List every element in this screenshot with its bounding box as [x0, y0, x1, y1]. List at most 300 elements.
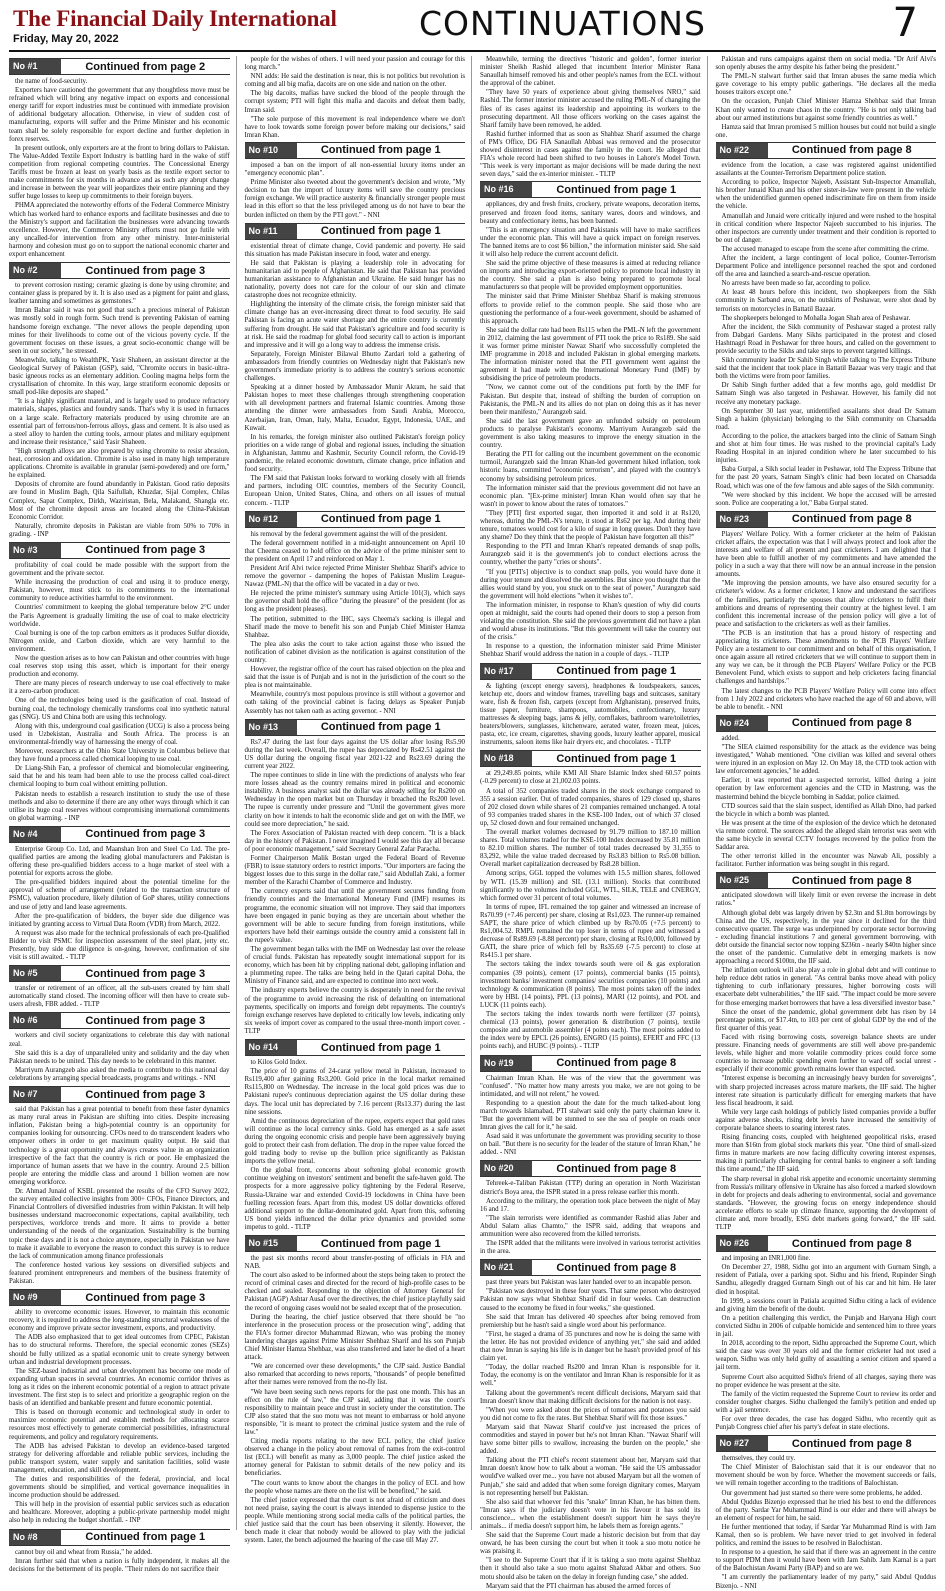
paragraph: workers and civil society organizations to celebrate this day with national zeal.	[9, 1032, 230, 1048]
article-columns	[9, 56, 936, 1590]
continued-from-label: Continued from page 8	[791, 1437, 912, 1450]
continued-from-label: Continued from page 1	[556, 665, 677, 678]
page-number: 7	[892, 0, 918, 46]
story-header	[480, 181, 701, 198]
paragraph: The price of 10 grams of 24-carat yellow metal in Pakistan, increased to Rs119,400 after gaining Rs3,200. Gold price in the local market remained Rs115,800 on Wednesday. The increase in the local gold prices was due to Pakistani rupee's continuous depreciation against the US dollar during these days. The local unit has depreciated by 7.16 percent (Rs13.37) during the last nine sessions.	[244, 1068, 465, 1116]
paragraph: The federal government notified in a mid-night announcement on April 10 that Cheema ceased to hold office on the advice of the prime minister sent to the president on April 17 and reinforced on May 1.	[244, 539, 465, 563]
newspaper-name: The Financial Daily International	[13, 6, 337, 31]
paragraph: transfer or retirement of an officer, all the sub-users created by him shall automatically stand closed. The incoming officer will then have to create sub-users afresh, FBR added. - TLTP	[9, 985, 230, 1009]
paragraph: Our government had just started so there were some problems, he added.	[721, 1489, 923, 1497]
paragraph: Berating the PTI for calling out the incumbent government on the economic turmoil, Aurangzeb said the Imran Khan-led government hiked inflation, took historic loans, committed "economic terrorism", and played with the country's economy by subsidising petroleum prices.	[480, 451, 701, 483]
paragraph: While very large cash holdings of publicly listed companies provide a buffer against adverse shocks, rising debt levels have increased the sensitivity of corporate balance sheets to soaring interest rates.	[715, 1108, 936, 1132]
paragraph: He further mentioned that today, if Sardar Yar Muhammad Rind is with Jam Kamal, then so is problem. We have never tried to get involved in federal politics, and remind the issues to be resolved in Balochistan.	[715, 1523, 936, 1548]
paragraph: After the incident, a large contingent of local police, Counter-Terrorism Department Police and intelligence personnel reached the spot and cordoned off the area and launched a search-and-rescue operation.	[715, 254, 936, 279]
issue-date: Friday, May 20, 2022	[13, 33, 119, 45]
paragraph: "I see to the Supreme Court that if it is taking a suo motu against Shehbaz then it should also take a suo motu against Shahzad Akbar and others. Suo motu should also be taken on the delay in foreign funding case," she added.	[480, 1557, 701, 1581]
paragraph: According to the police, the attackers barged into the clinic of Satnam Singh and shot at him four times. He was rushed to the provincial capital's Lady Reading Hospital in an injured condition where he later succumbed to his injuries.	[715, 432, 936, 465]
paragraph: "Interest expense is becoming an increasingly heavy burden for sovereigns", with sharp projected increases across mature markets, the IIF said. The higher interest rate situation is particularly difficult for emerging markets that have less fiscal headroom, it said.	[715, 1075, 936, 1107]
paragraph: Coal burning is one of the top carbon emitters as it produces Sulfur dioxide, Nitrogen oxide, and Carbon dioxide, which are very harmful to the environment.	[9, 629, 230, 653]
continued-from-label: Continued from page 1	[320, 225, 441, 238]
story-number: No #26	[716, 1236, 768, 1251]
paragraph: NNI adds: He said the destination is near, this is not politics but revolution is coming and all big mafia, dacoits are on one side and nation on the other.	[244, 73, 465, 89]
story-body	[480, 683, 701, 748]
paragraph: According to the military, the operation took place between the night of May 16 and 17.	[480, 1197, 701, 1213]
story-block	[245, 719, 466, 1036]
continued-from-label: Continued from page 1	[556, 183, 677, 196]
paragraph: Meanwhile, terming the directives "historic and golden", former interior minister Sheikh Rashid alleged that incumbent Interior Minister Rana Sanaullah himself removed his and other people's names from the ECL without the approval of the cabinet.	[480, 56, 701, 88]
paragraph: The family of the victim requested the Supreme Court to review its order and consider tougher charges. Sidhu challenged the family's petition and ended up with a jail sentence.	[715, 1390, 936, 1414]
continued-from-label: Continued from page 8	[791, 874, 912, 887]
paragraph: He rejected the prime minister's summary using Article 101(3), which says the governor shall hold the office "during the pleasure" of the president (for as long as the president pleases).	[244, 590, 465, 614]
continued-from-label: Continued from page 3	[85, 1014, 206, 1027]
paragraph: The plea also asks the court to take action against those who issued the notification of cabinet division as the notification is against constitution of the country.	[244, 640, 465, 664]
paragraph: & lighting (except energy savers), headphones & loudspeakers, sauces, ketchup etc, doors and window frames, travelling bags and suitcases, sanitary ware, fish & frozen fish, carpets (except from Afghanistan), preserved fruits, tissue paper, furniture, shampoos, automobiles, confectionary, luxury mattresses & sleeping bags, jams & jelly, cornflakes, bathroom ware/toiletries, heaters/blowers, sunglasses, kitchenware, aerated water, frozen meat, juices, pasta, etc, ice cream, cigarettes, shaving goods, luxury leather apparel, musical instruments, saloon items like hair dryers etc, and chocolates. - TLTP	[480, 682, 701, 747]
paragraph: "They [PTI] first exported sugar, then imported it and sold it at Rs120, whereas, during the PML-N's tenure, it stood at Rs62 per kg. And during their tenure, tomatoes would cost for a kilo of sugar in long queues. Don't they have any shame? Do they think that the people of Pakistan have forgotten all this?"	[480, 509, 701, 542]
continued-from-label: Continued from page 8	[791, 717, 912, 730]
continued-from-label: Continued from page 1	[556, 752, 677, 765]
story-number: No #21	[480, 1260, 532, 1275]
column-4	[715, 56, 937, 1590]
paragraph: Prime Minister also tweeted about the government's decision and wrote, "My decision to ban the import of luxury items will save the country precious foreign exchange. We will practice austerity & financially stronger people must lead in this effort so that the less privileged among us do not have to bear the burden inflicted on them by the PTI govt." - NNI	[244, 179, 465, 219]
story-header	[245, 223, 466, 240]
paragraph: "Today, the dollar reached Rs200 and Imran Khan is responsible for it. Today, the economy is on the ventilator and Imran Khan is responsible for it as well."	[480, 1364, 701, 1388]
paragraph: In response to a question, the information minister said Prime Minister Shehbaz Sharif would address the nation in a couple of days. - TLTP	[480, 643, 701, 659]
paragraph: While increasing the production of coal and using it to produce energy, Pakistan, however, must stick to its commitments to the international community to reduce activities harmful to the environment.	[9, 579, 230, 603]
paragraph: The SEZ-based industrial and urban development has become one mode of expanding urban spaces in several countries. An economic corridor thrives as long as it rides on the inherent economic potential of a region to attract private investment. The first step is to select and prioritize a geographic region on the basis of an identified and bankable present and future economic potential.	[9, 1367, 230, 1408]
story-number: No #8	[9, 1530, 61, 1545]
paragraph: "The slain terrorists were identified as commander Rashid alias Jaber and Abdul Salam alias Chamto," the ISPR said, adding that weapons and ammunition were also recovered from the killed terrorists.	[480, 1214, 701, 1238]
paragraph: On the occasion, Punjab Chief Minister Hamza Shehbaz said that Imran Khan only wanted to create chaos in the country. "He is not only talking bad about our armed institutions but against some friendly countries as well."	[715, 98, 936, 122]
story-number: No #4	[9, 827, 61, 842]
paragraph: Rs7.47 during the last four days against the US dollar after losing Rs5.90 during the last week. Overall, the rupee has depreciated by Rs42.51 against the US dollar during the ongoing fiscal year 2021-22 and Rs23.69 during the current year 2022.	[244, 738, 465, 770]
continued-from-label: Continued from page 1	[320, 1237, 441, 1250]
story-header	[480, 1055, 701, 1072]
paragraph: However, the registrar office of the court has raised objection on the plea and said that the issue is of Punjab and is not in the jurisdiction of the court so the plea is not maintainable.	[244, 666, 465, 690]
paragraph: Pakistan and runs campaigns against them on social media. "Dr Arif Alvi's son openly abuses the army despite his father being the president."	[715, 56, 936, 72]
story-header	[716, 872, 937, 889]
story-number: No #9	[9, 1290, 61, 1305]
story-number: No #14	[245, 1040, 297, 1055]
paragraph: The currency experts said that until the government secures funding from friendly countries and the International Monetary Fund (IMF) resumes its programme, the economic situation will not improve. They said that importers have been engaged in panic buying as they are uncertain about whether the government will be able to secure funding from foreign institutions, while exporters have held their earnings outside the country amid a consistent fall in the rupee's value.	[244, 888, 465, 944]
paragraph: "We were shocked by this incident. We hope the accused will be arrested soon. Police are cooperating a lot," Baba Gurpal stated.	[715, 491, 936, 507]
continued-from-label: Continued from page 1	[85, 1531, 206, 1544]
paragraph: The information minister, in response to Khan's question of why did courts open at midnight, said the courts had opened their doors to stop a person from violating the constitution. She said the previous government did not have a plan and would abuse its institutions. "But this government will take the country out of the crisis."	[480, 601, 701, 642]
story-header	[9, 1086, 230, 1103]
paragraph: For over three decades, the case has dogged Sidhu, who recently quit as Punjab Congress chief after his party's defeat in state elections.	[715, 1415, 936, 1432]
continued-from-label: Continued from page 8	[556, 1057, 677, 1069]
paragraph: "The SIEA claimed responsibility for the attack as the evidence was being investigated," Wahab mentioned. "One civilian was killed and several others were injured in an explosion on May 12. On May 18, the CTD took action with law enforcement agencies," he added.	[715, 743, 936, 776]
story-header	[245, 142, 466, 159]
paragraph: The petition, submitted to the IHC, says Cheema's sacking is illegal and Sharif made the move to benefit his son and Punjab Chief Minister Hamza Shahbaz.	[244, 615, 465, 639]
paragraph: Dr Liang-Shih Fan, a professor of chemical and biomolecular engineering, said that he and his team had been able to use the process called coal-direct chemical looping to burn coal without emitting pollution.	[9, 765, 230, 789]
story-header	[480, 1259, 701, 1276]
story-body	[245, 243, 466, 508]
story-block	[245, 1235, 466, 1545]
story-number: No #1	[9, 59, 61, 74]
paragraph: "Now, we cannot come out of the conditions put forth by the IMF for Pakistan. But despite that, instead of shifting the burden of corruption on Pakistanis, the PML-N and its allies do not plan on doing this as it has never been their manifesto," Aurangzeb said.	[480, 384, 701, 416]
paragraph: She said that the Supreme Court made a historic decision but from that day onward, he has been cursing the court but when it took a suo motu notice he was praising it.	[480, 1532, 701, 1556]
paragraph: "The PCB is an institution that has a proud history of respecting and appreciating its cricketers. These amendments to the PCB Players' Welfare Policy are a testament to our commitment and on behalf of this organisation, I once again assure all retired cricketers that we will continue to support them in any way we can, be it through the PCB Players' Welfare Policy or the PCB Benevolent Fund, which exists to support and help cricketers facing financial challenges and hardships."	[715, 629, 936, 686]
story-block	[245, 223, 466, 508]
column-2	[244, 56, 473, 1545]
continued-from-label: Continued from page 8	[556, 1162, 677, 1175]
paragraph: In terms of rupee, IFL remained the top gainer and witnessed an increase of Rs70.99 (+7.46 percent) per share, closing at Rs1,023. The runner-up remained SAPT, the share price of which climbed up by Rs70.05 (+7.5 percent) to Rs1,004.52. RMPL remained the top loser in terms of rupee and witnessed a decrease of Rs89.69 (-8.88 percent) per share, closing at Rs10,000, followed by GATI, the share price of which fell by Rs35.69 (-7.5 percent) to close at Rs415.1 per share.	[480, 903, 701, 960]
paragraph: "If you [PTI's] objective is to conduct snap polls, you would have done it during your tenure and dissolved the assemblies. But since you thought that the allies would stand by you, you stuck on to the seat of power," Aurangzeb said the government will hold elections "when it wishes to".	[480, 568, 701, 600]
story-body	[9, 846, 230, 962]
story-number: No #18	[480, 751, 532, 766]
story-block	[9, 826, 230, 962]
story-body	[716, 892, 937, 1232]
paragraph: people for the wishes of others. I will need your passion and courage for this long march."	[244, 56, 465, 72]
story-number: No #3	[9, 543, 61, 558]
paragraph: Since the onset of the pandemic, global government debt has risen by 14 percentage points, or $17.4tn, to 103 per cent of global GDP by the end of the first quarter of this year.	[715, 1008, 936, 1032]
story-number: No #6	[9, 1013, 61, 1028]
paragraph: Deposits of chromite are found abundantly in Pakistan. Good ratio deposits are found in Muslim Bagh, Qila Saifullah, Khuzdar, Sijal Complex, Chilas Complex, Sapat Complex, Dirkh, Waziristan, Bela, Malakand, Shangla etc. Most of the chromite deposit areas are located along the China-Pakistan Economic Corridor.	[9, 481, 230, 521]
story-block	[716, 142, 937, 508]
paragraph: added.	[721, 734, 740, 742]
continued-from-label: Continued from page 3	[85, 1291, 206, 1304]
continued-from-label: Continued from page 1	[320, 1041, 441, 1054]
paragraph: There are many pieces of research underway to use coal effectively to make it a zero-carbon producer.	[9, 680, 230, 696]
paragraph: During the hearing, the chief justice observed that there should be "no interference in the prosecution process or the prosecution wing", adding that the FIA's former director Muhammad Rizwan, who was probing the money laundering charges against Prime Minister Shehbaz Sharif and his son Punjab Chief Minister Hamza Shehbaz, was also transferred and later he died of a heart attack.	[244, 1313, 465, 1362]
paragraph: The ADB has advised Pakistan to develop an evidence-based targeted strategy for delivering affordable and reliable public services, including the public transport system, water supply and sanitation facilities, solid waste management, education, and skill development.	[9, 1442, 230, 1474]
paragraph: "This is an emergency situation and Pakistanis will have to make sacrifices under the economic plan. This will have a quick impact on foreign reserves. The banned items are to cost $6 billion," the information minister said. She said it will also help reduce the current account deficit.	[480, 226, 701, 258]
paragraph: PHMA appreciated the noteworthy efforts of the Federal Commerce Ministry which has worked hard to enhance exports and facilitate businesses and due to the Ministry's support and facilitation the businesses were advancing towards excellence. However, the Commerce Ministry efforts must not go futile with any uncalled-for intervention from any other ministry. Inter-ministerial harmony and cohesion must go on to support the national economic charter and export enhancement	[9, 202, 230, 258]
continued-from-label: Continued from page 3	[85, 264, 206, 277]
paragraph: The chief justice expressed that the court is not afraid of criticism and does not need praise, saying the court is always intended to dispense justice to the people. While mentioning strong social media calls of the political parties, the chief justice said that the court has been observing it silently. However, the bench made it clear that nobody would be allowed to play with the judicial system. Later, the bench adjourned the hearing of the case till May 27.	[244, 1496, 465, 1545]
paragraph: One of the technologies being used is the gasification of coal. Instead of burning coal, the technology chemically transforms coal into synthetic natural gas (SNG). US and China both are using this technology.	[9, 697, 230, 721]
story-block	[245, 511, 466, 716]
paragraph: at 29,249.85 points, while KMI All Share Islamic Index shed 60.57 points (-0.29 percent) to close at 21,002.03 points.	[480, 770, 701, 786]
paragraph: The accused managed to escape from the scene after committing the crime.	[721, 245, 929, 253]
paragraph: The FM said that Pakistan looks forward to working closely with all friends and partners, including OIC countries, members of the Security Council, European Union, United States, China, and others on all issues of mutual concern. - TLTP	[244, 475, 465, 507]
paragraph: evidence from the location, a case was registered against unidentified assailants at the Counter-Terrorism Department police station.	[715, 161, 936, 178]
paragraph: Imran further said that when a nation is fully independent, it makes all the decisions for the betterment of its people. "Their rulers do not sacrifice their	[9, 1557, 230, 1573]
story-body	[9, 985, 230, 1009]
story-header	[9, 826, 230, 843]
story-number: No #24	[716, 716, 768, 731]
paragraph: "High strength alloys are also prepared by using chromite to resist abrasion, heat, corrosion and oxidation. Chromite is also used in many high temperature applications. Chromite is available in granular (semi-powdered) and ore form," he explained.	[9, 447, 230, 480]
paragraph: The big dacoits, mafias have sucked the blood of the people through the corrupt system; PTI will fight this mafia and dacoits and defeat them badly, Imran said.	[244, 90, 465, 114]
story-header	[480, 663, 701, 680]
story-block	[480, 663, 701, 748]
paragraph: Separately, Foreign Minister Bilawal Bhutto Zardari told a gathering of ambassadors from friendly countries on Wednesday night that Pakistan's new government's immediate priority is to address the country's serious economic challenges.	[244, 350, 465, 383]
paragraph: Responding to the PTI and Imran Khan's repeated demands of snap polls, Aurangzeb said it is the government's job to conduct elections across the country, whether the party "cries or shouts".	[480, 543, 701, 567]
story-body	[245, 739, 466, 1036]
story-block	[480, 1160, 701, 1256]
continued-from-label: Continued from page 1	[320, 721, 441, 734]
paragraph: The latest changes to the PCB Players' Welfare Policy will come into effect from 1 July 2022 and cricketers who have reached the age of 60 and above, will be able to benefit. - NNI	[715, 687, 936, 711]
story-block	[9, 1289, 230, 1525]
paragraph: "We are concerned over these developments," the CJP said. Justice Bandial also remarked that according to news reports, "thousands" of people benefitted after their names were removed from the no-fly list.	[244, 1363, 465, 1387]
story-block	[480, 181, 701, 659]
story-number: No #25	[716, 873, 768, 888]
paragraph: Amid the continuous depreciation of the rupee, experts expect that gold rates will continue as the local currency sinks. Gold has emerged as a safe asset during the ongoing economic crisis and people have been aggressively buying gold to protect their cash from deflation. The drop in the rupee value forced the gold trading body to revise up the bullion price significantly as Pakistan imports the yellow metal.	[244, 1117, 465, 1166]
paragraph: No arrests have been made so far, according to police.	[721, 280, 871, 288]
story-number: No #27	[716, 1436, 768, 1451]
paragraph: to Kilos Gold Index.	[250, 1059, 308, 1067]
paragraph: At least 48 hours before this incident, two shopkeepers from the Sikh community in Sarband area, on the outskirts of Peshawar, were shot dead by terrorists on motorcycles in Battatil Bazaar.	[715, 289, 936, 313]
story-header	[245, 1039, 466, 1056]
story-body	[480, 1279, 701, 1590]
paragraph: She said that Imran has delivered 40 speeches after being removed from premiership but he hasn't said a single word about his performance.	[480, 1313, 701, 1329]
paragraph: Imran Babar said it was not good that such a precious mineral of Pakistan was mostly sold in rough form. Such trend is preventing Pakistan of earning handsome foreign exchange. "The never allows the people depending upon mines for their livelihoods to come out of the vicious poverty cycle. If the government focuses on these issues, a great socio-economic change will be seen in our society," he stressed.	[9, 307, 230, 355]
paragraph: the past six months record about transfer-posting of officials in FIA and NAB.	[244, 1255, 465, 1271]
paragraph: Highlighting the intensity of the climate crisis, the foreign minister said that climate change has an ever-increasing direct threat to food security. He said Pakistan is facing an acute water shortage and the entire country is currently suffering from drought. He said that Pakistan's agriculture and food security is at risk. He said the roadmap for global food security call to action is important and impressive and it will go a long way to address the immense crisis.	[244, 301, 465, 349]
paragraph: "We have been seeing such news reports for the past one month. This has an effect on the rule of law," the CJP said, adding that it was the court's responsibility to maintain peace and trust in society under the constitution. The CJP also stated that the suo motu was not meant to embarrass or hold anyone responsible, "it is meant to protect the criminal justice system and the rule of law."	[244, 1388, 465, 1436]
paragraph: The industry experts believe the country is desperately in need for the revival of the programme to avoid increasing the risk of defaulting on international payments, specifically on imports and foreign debt repayments. The country's foreign exchange reserves have depleted to critically low levels, indicating only six weeks of import cover as compared to the usual three-month import cover. - TLTP	[244, 987, 465, 1035]
paragraph: Pakistan needs to establish a research institution to study the use of these methods and also to determine if there are any other ways through which it can utilise its huge coal reserves without compromising international commitments on global warming. - INP	[9, 790, 230, 822]
paragraph: Players' Welfare Policy. With a former cricketer at the helm of Pakistan cricket affairs, the expectation was that I will always protect and look after the interests and welfare of all present and past cricketers. I am delighted that I have been able to fulfill another of my commitments and have amended the policy in a such a way that there will now be an annual increase in the pension amounts.	[715, 530, 936, 579]
story-header	[716, 1235, 937, 1252]
paragraph: The Chief Minister of Balochistan said that it is our endeavor that no movement should be won by force. Whether the movement succeeds or fails, we will remain together according to the traditions of Balochistan.	[715, 1464, 936, 1488]
continued-from-label: Continued from page 8	[791, 1237, 912, 1250]
story-number: No #13	[245, 720, 297, 735]
continued-from-label: Continued from page 3	[85, 1088, 206, 1101]
continued-from-label: Continued from page 3	[85, 967, 206, 980]
paragraph: In 1999, a sessions court in Patiala acquitted Sidhu citing a lack of evidence and giving him the benefit of the doubt.	[715, 1297, 936, 1313]
paragraph: In 2018, according to the report, Sidhu approached the Supreme Court, which said the case was over 30 years old and the former cricketer had not used a weapon. Sidhu was only held guilty of assaulting a senior citizen and spared a jail term.	[715, 1340, 936, 1372]
paragraph: The information minister said that the previous government did not have an economic plan. "[Ex-prime minister] Imran Khan would often say that he wasn't in power to know about the rates of tomatoes."	[480, 484, 701, 508]
story-header	[9, 542, 230, 559]
story-body	[9, 1309, 230, 1525]
paragraph: The rupee continues to slide in line with the predictions of analysts who fear more losses ahead as the country remains mired in political and economic instability. A business analyst said the dollar was already selling for Rs200 on Wednesday in the open market but on Thursday it breached the Rs200 level. The rupee is currently under pressure and "Until the government gives more clarity on how it intends to halt the economic slide and get on with the IMF, we could see more depreciation," he said.	[244, 772, 465, 828]
paragraph: The overall market volumes decreased by 91.79 million to 187.10 million shares. Total volumes traded for the KSE-100 Index decreased by 35.81 million to 82.10 million shares. The number of total trades decreased by 31,355 to 83,292, while the value traded decreased by Rs3.83 billion to Rs5.08 billion. Overall market capitalization decreased by Rs8.28 billion.	[480, 828, 701, 869]
paragraph: The other terrorist killed in the encounter was Nawab Ali, possibly a facilitator. Further information was being sought in this regard.	[715, 853, 936, 869]
paragraph: She said the dollar rate had been Rs115 when the PML-N left the government in 2012, claiming the last government of PTI took the price to Rs189. She said it was former prime minister Nawaz Sharif who successfully completed the IMF programme in 2018 and included Pakistan in global emerging markets. The information minister noted that the PTI government went against the agreement it had made with the International Monetary Fund (IMF) by subsidising the price of petroleum products.	[480, 326, 701, 383]
paragraph: Chairman Imran Khan. He was of the view that the government was "confused". "No matter how many arrests you make, we are not going to be intimidated, and will not relent," he vowed.	[480, 1074, 701, 1098]
paragraph: "When you were asked about the prices of tomatoes and potatoes you said you did not come to fix the rates. But Shehbaz Sharif will fix those issues."	[480, 1406, 701, 1422]
story-number: No #22	[716, 143, 768, 158]
story-header	[245, 719, 466, 736]
story-header	[9, 1012, 230, 1029]
paragraph: She said the prime objective of these measures is aimed at reducing reliance on imports and introducing export-oriented policy to promote local industry in the country. She said a plan is also being prepared to promote local manufacturers so that people will be provided employment opportunities.	[480, 260, 701, 292]
story-header	[245, 1235, 466, 1252]
paragraph: Enterprise Group Co. Ltd, and Maanshan Iron and Steel Co Ltd. The pre-qualified parties are among the leading global manufacturers and Pakistan is offering these pre-qualified bidders access to a huge market of steel with a potential for exports across the globe.	[9, 845, 230, 878]
paragraph: The sectors taking the index towards south were oil & gas exploration companies (39 points), cement (17 points), commercial banks (15 points), investment banks/ investment companies/ securities companies (10 points) and technology & communication (8 points). The most points taken off the index were by HBL (14 points), PPL (13 points), MARI (12 points), and POL and LUCK (11 points each).	[480, 961, 701, 1009]
paragraph: Earlier, it was reported that a suspected terrorist, killed during a joint operation by law enforcement agencies and the CTD in Mastrung, was the mastermind behind the bicycle bombing in Saddar, police claimed.	[715, 777, 936, 801]
story-header	[716, 715, 937, 732]
paragraph: The minister said that Prime Minister Shehbaz Sharif is making strenuous efforts to provide relief to the common people. She said those who are questioning the performance of a four-week government, should be ashamed of this approach.	[480, 293, 701, 325]
paragraph: past three years but Pakistan was later handed over to an incapable person.	[486, 1279, 692, 1287]
paragraph: The Forex Association of Pakistan reacted with deep concern. "It is a black day in the history of Pakistan. I never imagined I would see this day all because of poor economic management," said Secretary General Zafar Paracha.	[244, 829, 465, 853]
paragraph: The ISPR added that the militants were involved in various terrorist activities in the area.	[480, 1240, 701, 1256]
story-body	[245, 1255, 466, 1545]
paragraph: imposed a ban on the import of all non-essential luxury items under an "emergency economic plan".	[244, 161, 465, 178]
paragraph: President Arif Alvi twice rejected Prime Minister Shehbaz Sharif's advice to remove the governor - dampening the hopes of Pakistan Muslim League-Nawaz (PML-N) that the office will be vacated in a day or two.	[244, 564, 465, 589]
paragraph: On September 30 last year, unidentified assailants shot dead Dr Satnam Singh a hakim (physician) belonging to the Sikh community on Charsadda road.	[715, 407, 936, 431]
story-body	[9, 562, 230, 823]
story-header	[716, 1435, 937, 1452]
story-body	[245, 531, 466, 716]
story-body	[480, 770, 701, 1051]
story-block	[716, 1235, 937, 1432]
story-block	[716, 1435, 937, 1591]
story-header	[480, 750, 701, 767]
story-body	[480, 201, 701, 659]
paragraph: Speaking at a dinner hosted by Ambassador Munir Akram, he said that Pakistan hopes to meet these challenges through strengthening cooperation with all development partners and fraternal Islamic countries. Among those attending the dinner were ambassadors from Saudi Arabia, Morocco, Azerbaijan, Iran, Oman, Italy, Malta, Ecuador, Egypt, Indonesia, UAE, and Kuwait.	[244, 384, 465, 432]
carried-over-text	[480, 56, 701, 179]
paragraph: Naturally, chromite deposits in Pakistan are viable from 50% to 70% in grading. - INP	[9, 522, 230, 538]
section-title: CONTINUATIONS	[419, 4, 706, 43]
paragraph: A request was also made for the technical professionals of each pre-Qualified Bidder to visit PSMC for inspection assessment of the steel plant, jetty etc. Presently, buy side due diligence is on-going, however, confirmation of site visit is still awaited. - TLTP	[9, 929, 230, 962]
paragraph: After the pre-qualification of bidders, the buyer side due diligence was initiated by granting access to Virtual Data Room (VDR) from March, 2022.	[9, 912, 230, 928]
story-body	[716, 162, 937, 508]
paragraph: Asad said it was unfortunate the government was providing security to those on bail. "But there is no security for the leader of the stature of Imran Khan," he added. - NNI	[480, 1133, 701, 1157]
paragraph: Hamza said that Imran promised 5 million houses but could not build a single one.	[715, 123, 936, 139]
paragraph: Responding to a question about the date for the much talked-about long march towards Islamabad, PTI stalwart said only the party chairman knew it. "But the government will be stunned to see the sea of people on roads once Imran gives the call for it," he said.	[480, 1099, 701, 1132]
story-number: No #5	[9, 966, 61, 981]
story-block	[9, 262, 230, 539]
paragraph: This will help in the provision of essential public services such as education and healthcare. Moreover, adopting a public-private partnership model might also help in reducing the budget shortfall. - INP	[9, 1501, 230, 1525]
story-body	[716, 1255, 937, 1432]
continued-from-label: Continued from page 3	[85, 544, 206, 557]
paragraph: The conference hosted various key sessions on diversified subjects and featured prominent entrepreneurs and members of the business fraternity of Pakistan.	[9, 1261, 230, 1285]
paragraph: In his remarks, the foreign minister also outlined Pakistan's foreign policy priorities on a wide range of global and regional issues, including the situation in Afghanistan, Jammu and Kashmir, Security Council reform, the Covid-19 pandemic, the related economic downturn, climate change, price inflation and food security.	[244, 433, 465, 474]
paragraph: the name of food-security.	[15, 78, 88, 85]
story-body	[480, 1180, 701, 1256]
paragraph: The court also asked to be informed about the steps being taken to protect the record of criminal cases and directed for the record of high-profile cases to be checked and sealed. Responding to the objection of Attorney General for Pakistan (AGP) Ashtar Ausaf over the directives, the chief justice playfully said the record of ongoing cases would not be sealed except that of the prosecution.	[244, 1272, 465, 1312]
paragraph: In response to a question, he said that if there was an agreement in the centre to support PDM then it would have been with Jam Sahib. Jam Kamal is a part of the Balochistan Awami Party (BAP) and so are we.	[715, 1549, 936, 1573]
story-block	[245, 1039, 466, 1232]
continued-from-label: Continued from page 1	[320, 513, 441, 526]
paragraph: In present outlook, only exporters are at the front to bring dollars to Pakistan. The Value-Added Textile Export Industry is battling hard in the wake of stiff competition from regional competing countries. The Concessional Energy Tariffs must be frozen at least on yearly basis as the textile export sector to make commitments for six months in advance and as such any abrupt change and increase in between the year will jeopardizes their entire planning and they suffer huge losses to keep up commitments to their foreign buyers.	[9, 144, 230, 201]
story-number: No #17	[480, 664, 532, 679]
story-header	[9, 965, 230, 982]
carried-over-text	[716, 56, 937, 140]
story-block	[9, 1012, 230, 1083]
paragraph: his removal by the federal government against the will of the president.	[250, 530, 448, 538]
paragraph: to prevent corrosion rusting; ceramic glazing is done by using chromite; and container glass is prepared by it. It is also used as a pigment for paint and glass, leather tanning and sometimes as gemstones."	[9, 282, 230, 306]
paragraph: Former Chairperson Malik Bostan urged the Federal Board of Revenue (FBR) to issue statutory orders to restrict imports. "Our importers are facing the biggest losses due to this surge in the dollar rate," said Abdullah Zaki, a former member of the Karachi Chamber of Commerce and Industry.	[244, 854, 465, 887]
story-number: No #15	[245, 1236, 297, 1251]
story-header	[9, 1289, 230, 1306]
paragraph: Meanwhile, country's most populous province is still without a governor and oath taking of the provincial cabinet is facing delays as Speaker Punjab Assembly has not taken oath as acting governor. - NNI	[244, 691, 465, 715]
paragraph: Tehreek-e-Taliban Pakistan (TTP) during an operation in North Waziristan district's Boya area, the ISPR stated in a press release earlier this month.	[480, 1180, 701, 1196]
story-block	[9, 58, 230, 259]
story-block	[9, 965, 230, 1009]
story-header	[245, 511, 466, 528]
story-block	[9, 1529, 230, 1574]
story-body	[245, 1059, 466, 1232]
story-number: No #20	[480, 1161, 532, 1176]
paragraph: She said the last government gave an unfunded subsidy on petroleum products to paralyse Pakistan's economy. Marriyum Aurangzeb said the government is also taking measures to improve the energy situation in the country.	[480, 417, 701, 450]
paragraph: "Me improving the pension amounts, we have also ensured security for a cricketer's widow. As a former cricketer, I know and understand the sacrifices of the families, particularly the spouses that allow cricketers to fulfil their ambitions and dreams of representing their country at the highest level. I am confident this incremental increase of the pension policy will give a lot of peace and satisfaction to the cricketers as well as their families.	[715, 580, 936, 628]
paragraph: On the global front, concerns about softening global economic growth continue weighing on investors' sentiment and benefit the safe-haven gold. The prospects for a more aggressive policy tightening by the Federal Reserve, Russia-Ukraine war and extended Covid-19 lockdowns in China have been fuelling recession fears. Apart from this, modest US dollar downticks offered additional support to the dollar-denominated gold. Apart from this, softening US bond yields influenced the dollar price dynamics and provided some impetus to gold. - TLTP	[244, 1167, 465, 1231]
paragraph: Sikh community leader Dr Sahib Singh while talking to The Express Tribune said that the incident that took place in Battatil Bazaar was very tragic and that both the victims were from poor families.	[715, 357, 936, 381]
story-number: No #12	[245, 512, 297, 527]
story-body	[716, 735, 937, 870]
paragraph: This is based on thorough economic and technological study in order to maximize economic potential and establish methods for allocating scarce resources most effectively to generate commercial possibilities, infrastructural requirements, and policy and regulatory requirements.	[9, 1409, 230, 1441]
story-number: No #23	[716, 512, 768, 527]
paragraph: Talking about the PTI chief's recent statement about her, Maryam said that Imran doesn't know how to talk about a woman. "He said the US ambassador would've walked over me... you have not abused Maryam but all the women of Punjab," she said and added that when some foreign dignitary comes, Maryam is not representing herself but Pakistan.	[480, 1457, 701, 1497]
story-block	[716, 511, 937, 712]
story-body	[9, 1032, 230, 1083]
paragraph: He said that Pakistan is playing a leadership role in advocating for humanitarian aid to people of Afghanistan. He said that Pakistan has provided humanitarian assistance to Afghanistan and Ukraine. He said hunger has no nationality, poverty does not care for the colour of our skin and climate catastrophe does not recognize ethnicity.	[244, 259, 465, 300]
story-body	[9, 282, 230, 539]
story-number: No #10	[245, 143, 297, 158]
paragraph: Baba Gurpal, a Sikh social leader in Peshawar, told The Express Tribune that for the past 20 years, Satnam Singh's clinic had been located on Charsadda Road, which was one of the few famous and able sages of the Sikh community.	[715, 466, 936, 490]
paragraph: Along with this, underground coal gasification (UCG) is also a process being used in Uzbekistan, Australia and South Africa. The process is an environmental-friendly way of harnessing the energy of coal.	[9, 722, 230, 746]
story-body	[716, 1455, 937, 1591]
story-header	[9, 1529, 230, 1546]
paragraph: Faced with rising borrowing costs, sovereign balance sheets are under pressure. Financing needs of governments are still well above pre-pandemic levels, while higher and more volatile commodity prices could force some countries to increase public spending even further to ward off social unrest - especially if their economic growth remains lower than expected.	[715, 1033, 936, 1074]
paragraph: Dr. Ahmad Junaid of KSBL presented the results of the CFO Survey 2022, the survey entailed collective insights from 300+ CFOs, Finance Directors, and Financial Controllers of diversified industries from within Pakistan. It will help businesses understand macroeconomic expectations, capital availability, tech perspectives, workforce trends and more. It aims to provide a better understanding of the needs of the organization. Sustainability is the burning topic these days and it is not a choice anymore, especially in Pakistan we have to make it available to everyone the reason to conduct this survey is to reduce the lack of communication among finance professionals	[9, 1187, 230, 1260]
story-body	[9, 1106, 230, 1286]
paragraph: Rising financing costs, coupled with heightened geopolitical risks, erased more than $16tn from global stock markets this year. "One third of small-sized firms in mature markets are now facing difficulty covering interest expenses, making it particularly challenging for central banks to engineer a soft landing this time around," the IIF said.	[715, 1134, 936, 1174]
paragraph: "Pakistan was destroyed in these four years. That same person who destroyed Pakistan now says what Shehbaz Sharif did in four weeks. Can destruction caused to the economy be fixed in four weeks," she questioned.	[480, 1288, 701, 1312]
paragraph: Maryam said that the PTI chairman has abused the armed forces of	[486, 1582, 671, 1590]
paragraph: Amanullah and Junaid were critically injured and were rushed to the hospital in critical condition where Inspector Najeeb succumbed to his injuries. The other inspectors are currently under treatment and their condition is reported to be out of danger.	[715, 212, 936, 244]
paragraph: The duties and responsibilities of the federal, provincial, and local governments should be simplified, and vertical governance inequalities in income production should be addressed.	[9, 1475, 230, 1500]
paragraph: Supreme Court also acquitted Sidhu's friend of all charges, saying there was no proper evidence he was present at the site.	[715, 1373, 936, 1389]
paragraph: The sectors taking the index towards north were fertilizer (37 points), chemical (13 points), power generation & distribution (7 points), textile composite and automobile assembler (4 points each). The most points added to the index were by EPCL (26 points), ENGRO (15 points), EFERT and FFC (13 points each), and HUBC (9 points). - TLTP	[480, 1011, 701, 1051]
story-block	[9, 542, 230, 823]
continued-from-label: Continued from page 8	[791, 144, 912, 157]
paragraph: On December 27, 1988, Sidhu got into an argument with Gurnam Singh, a resident of Patiala, over a parking spot. Sidhu and his friend, Rupinder Singh Sandhu, allegedly dragged Gurnam Singh out of his car and hit him. He later died in hospital.	[715, 1264, 936, 1296]
paragraph: Marriyum Aurangzeb also asked the media to contribute to this national day celebrations by arranging special broadcasts, programs and writings. - NNI	[9, 1066, 230, 1082]
continued-from-label: Continued from page 2	[85, 60, 206, 73]
story-body	[480, 1075, 701, 1158]
paragraph: Talking about the government's recent difficult decisions, Maryam said that Imran doesn't know that making difficult decisions for the nation is not easy.	[480, 1389, 701, 1405]
paragraph: CTD sources said that the slain suspect, identified as Allah Dino, had parked the bicycle in which a bomb was planted.	[715, 802, 936, 818]
paragraph: "It is a highly significant material, and is largely used to produce refractory materials, shapes, plastics and foundry sands. That's why it is used in furnaces on a large scale. Refractory materials produced by using chromite are an essential part of ferrous/non-ferrous alloys, glass and cement. It is also used as a steel alloy to harden the cutting tools, armour plates and military equipment and increase their resistance," said Yasir Shaheen.	[9, 398, 230, 446]
story-header	[480, 1160, 701, 1177]
paragraph: Dr Sahib Singh further added that a few months ago, gold meddlist Dr Satnam Singh was also targeted in Peshawar. However, his family did not receive any monetary package.	[715, 382, 936, 406]
story-body	[245, 162, 466, 220]
story-body	[9, 1549, 230, 1574]
paragraph: The inflation outlook will also play a role in global debt and will continue to help reduce debt ratios in general. "As central banks move ahead with policy tightening to curb inflationary pressures, higher borrowing costs will exacerbate debt vulnerabilities," the IIF said. "The impact could be more severe for those emerging market borrowers that have a less diversified investor base."	[715, 967, 936, 1007]
paragraph: Among scrips, GGL topped the volumes with 15.5 million shares, followed by WTL (15.39 million) and SIL (13.1 million). Stocks that contributed significantly to the volumes included GGL, WTL, SILK, TELE and CNERGY, which formed over 31 percent of total volumes.	[480, 870, 701, 902]
paragraph: She said this is a day of unparalleled unity and solidarity and the day when Pakistan needs to be united. This day needs to be celebrated in this manner.	[9, 1049, 230, 1065]
paragraph: Abdul Quddus Bizenjo expressed that he tried his best to end the differences of the party. Sardar Yar Muhammad Rind is our elder and there will always be an element of respect for him, he said.	[715, 1498, 936, 1522]
paragraph: The shopkeepers belonged to Mohalla Jogan Shah area of Peshawar.	[721, 314, 911, 322]
story-body	[716, 531, 937, 712]
paragraph: Citing media reports relating to the new ECL policy, the chief justice observed a change in the policy about removal of names from the exit-control list (ECL) will benefit as many as 3,000 people. The chief justice asked the attorney general for Pakistan to submit details of the new policy and its beneficiaries.	[244, 1438, 465, 1478]
paragraph: themselves, they could try.	[721, 1455, 796, 1463]
paragraph: "They have 50 years of experience about giving themselves NRO," said Rashid. The former interior minister accused the ruling PML-N of changing the files of its cases against its leadership and appointing its workers to the prosecuting department. All those officers working on the cases against the Sharif family have been removed, he added.	[480, 89, 701, 129]
paragraph: and imposing an INR1,000 fine.	[721, 1255, 811, 1263]
story-number: No #2	[9, 263, 61, 278]
paragraph: Moreover, researchers at the Ohio State University in Columbus believe that they have found a process called chemical looping to use coal.	[9, 748, 230, 764]
paragraph: Countries' commitment to keeping the global temperature below 2°C under the Paris Agreement is gradually limiting the use of coal to make electricity worldwide.	[9, 604, 230, 628]
story-number: No #19	[480, 1056, 532, 1071]
continued-from-label: Continued from page 8	[791, 513, 912, 526]
continued-from-label: Continued from page 3	[85, 828, 206, 841]
column-3	[480, 56, 708, 1590]
continued-from-label: Continued from page 1	[320, 144, 441, 157]
paragraph: She also said that whoever fed this "snake" Imran Khan, he has bitten them. "Imran says if the judiciary doesn't vote in his favour it has sold its conscience... when the establishment doesn't support him he says they're animals... if media doesn't support him, he labels them as foreign agents."	[480, 1498, 701, 1530]
story-block	[480, 750, 701, 1051]
masthead	[9, 0, 936, 52]
paragraph: Although global debt was largely driven by $2.3tn and $1.8tn borrowings by China and the US, respectively, in the year since it declined for the third consecutive quarter. The surge was underpinned by corporate sector borrowing - excluding financial institutions 7 and general government borrowing, with debt outside the financial sector now topping $236tn - nearly $40tn higher since the onset of the pandemic. Cumulative debt in emerging markets is now approaching a record $100tn, the IIF said.	[715, 909, 936, 966]
paragraph: Exporters have cautioned the government that any thoughtless move must be refrained which will bring any negative impact on exports and concessional energy tariff for export industries must be continued with immediate provision of additional budgetary allocation. Otherwise, in view of sudden cost of manufacturing, exports will suffer and the Prime Minister and his economic team shall be solely responsible for export decline and further depletion in forex reserves.	[9, 87, 230, 143]
story-block	[245, 142, 466, 220]
paragraph: "First, he staged a drama of 35 punctures and now he is doing the same with the letter. He has not provided evidence of anything yet," she said and added that now Imran is saying his life is in danger but he hasn't provided proof of his claim yet.	[480, 1330, 701, 1363]
story-header	[9, 58, 230, 75]
paragraph: After the incident, the Sikh community of Peshawar staged a protest rally from Dabgari Gardens. Many Sikhs participated in the protest and closed Hashtnagri Road in Peshawar for three hours, and called on the government to provide security to the Sikhs and take steps to prevent targeted killings.	[715, 323, 936, 355]
paragraph: anticipated slowdown will likely limit or even reverse the increase in debt ratios."	[715, 892, 936, 908]
paragraph: Rashid further informed that as soon as Shahbaz Sharif assumed the charge of PM's Office, DG FIA Sanaullah Abbasi was removed and the prosecutor showed disinterest in cases against the family in the court. He alleged that FIA's whole record had been shifted to two houses in Lahore's Model Town. "This week is very important as major decisions will be made during the next seven days," said the ex-interior minister. - TLTP	[480, 130, 701, 179]
story-header	[716, 511, 937, 528]
paragraph: "I am currently the parliamentary leader of my party," said Abdul Quddus Bizenjo. - NNI	[715, 1574, 936, 1590]
story-block	[9, 1086, 230, 1286]
story-block	[480, 1259, 701, 1590]
story-block	[716, 715, 937, 870]
paragraph: The PML-N stalwart further said that Imran abuses the same media which gave coverage to his empty public gatherings. "He declares all the media houses traitors except one."	[715, 73, 936, 97]
paragraph: appliances, dry and fresh fruits, crockery, private weapons, decoration items, preserved and frozen food items, sanitary wares, doors and windows, and beauty and confectionary items, has been banned.	[480, 201, 701, 225]
paragraph: existential threat of climate change, Covid pandemic and poverty. He said this situation has made Pakistan insecure in food, water and energy.	[244, 242, 465, 258]
